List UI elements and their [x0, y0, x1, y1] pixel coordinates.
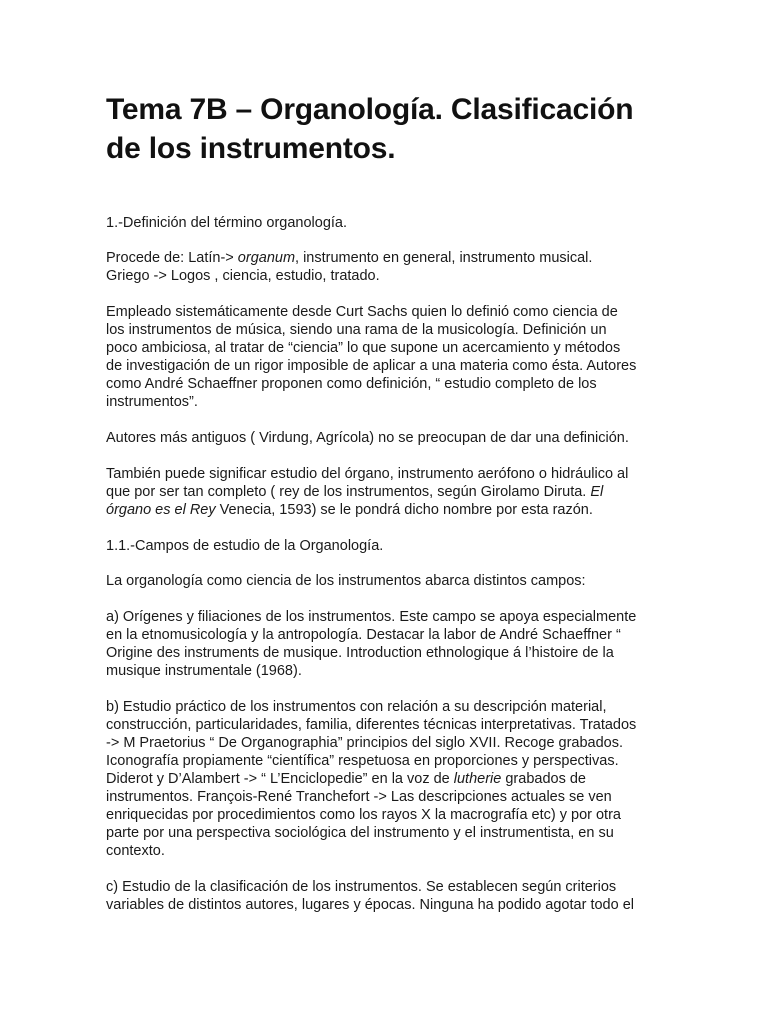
origin-term-organum: organum	[237, 250, 296, 266]
field-b-line: grabados de	[501, 771, 586, 787]
field-b-line: enriquecidas por procedimientos como los rayos X la macrografía etc) y por otra	[106, 807, 621, 823]
paragraph-definition	[106, 303, 706, 411]
organ-italic-title: órgano es el Rey	[106, 502, 216, 518]
organ-line: que por ser tan completo ( rey de los instrumentos, según Girolamo Diruta.	[106, 484, 591, 500]
title-line-2: de los instrumentos.	[106, 132, 396, 165]
paragraph-field-a	[106, 608, 706, 680]
definition-line: de investigación de un rigor imposible de aplicar a una materia como ésta. Autores	[106, 358, 637, 374]
field-a-line: a) Orígenes y filiaciones de los instrumentos. Este campo se apoya especialmente	[106, 609, 637, 625]
organ-line: También puede significar estudio del órgano, instrumento aerófono o hidráulico al	[106, 466, 629, 482]
paragraph-field-c	[106, 878, 706, 914]
field-b-line: Diderot y D’Alambert -> “ L’Enciclopedie” en la voz de	[106, 771, 454, 787]
definition-line: Empleado sistemáticamente desde Curt Sachs quien lo definió como ciencia de	[106, 304, 618, 320]
field-b-line: contexto.	[106, 843, 165, 859]
field-b-italic-term: lutherie	[453, 771, 502, 787]
field-b-line: -> M Praetorius “ De Organographia” principios del siglo XVII. Recoge grabados.	[106, 735, 624, 751]
field-b-line: b) Estudio práctico de los instrumentos con relación a su descripción material,	[106, 699, 607, 715]
origin-text-a: Procede de: Latín->	[106, 250, 238, 266]
field-a-line: musique instrumentale (1968).	[106, 663, 302, 679]
paragraph-fields-intro: La organología como ciencia de los instrumentos abarca distintos campos:	[106, 573, 586, 589]
field-b-line: construcción, particularidades, familia, diferentes técnicas interpretativas. Tratados	[106, 717, 637, 733]
paragraph-organ	[106, 465, 706, 519]
section-heading-1: 1.-Definición del término organología.	[106, 215, 347, 231]
organ-line: Venecia, 1593) se le pondrá dicho nombre por esta razón.	[215, 502, 593, 518]
field-b-line: parte por una perspectiva sociológica del instrumento y el instrumentista, en su	[106, 825, 614, 841]
definition-line: instrumentos”.	[106, 394, 198, 410]
title-line-1: Tema 7B – Organología. Clasificación	[106, 93, 634, 126]
section-heading-1-1: 1.1.-Campos de estudio de la Organología.	[106, 538, 384, 554]
paragraph-old-authors: Autores más antiguos ( Virdung, Agrícola) no se preocupan de dar una definición.	[106, 430, 629, 446]
document-body	[106, 214, 706, 932]
organ-italic-title: El	[590, 484, 604, 500]
field-a-line: Origine des instruments de musique. Introduction ethnologique á l’histoire de la	[106, 645, 614, 661]
document-title	[106, 90, 706, 168]
field-b-line: instrumentos. François-René Tranchefort -> Las descripciones actuales se ven	[106, 789, 612, 805]
field-c-line: variables de distintos autores, lugares y épocas. Ninguna ha podido agotar todo el	[106, 897, 634, 913]
definition-line: los instrumentos de música, siendo una rama de la musicología. Definición un	[106, 322, 607, 338]
definition-line: poco ambiciosa, al tratar de “ciencia” lo que supone un acercamiento y métodos	[106, 340, 621, 356]
field-c-line: c) Estudio de la clasificación de los instrumentos. Se establecen según criterios	[106, 879, 617, 895]
origin-text-c: , instrumento en general, instrumento musical.	[295, 250, 593, 266]
paragraph-origin	[106, 249, 706, 285]
field-b-line: Iconografía propiamente “científica” respetuosa en proporciones y perspectivas.	[106, 753, 619, 769]
field-a-line: en la etnomusicología y la antropología. Destacar la labor de André Schaeffner “	[106, 627, 621, 643]
definition-line: como André Schaeffner proponen como definición, “ estudio completo de los	[106, 376, 597, 392]
paragraph-field-b	[106, 698, 706, 860]
origin-text-d: Griego -> Logos , ciencia, estudio, tratado.	[106, 268, 380, 284]
